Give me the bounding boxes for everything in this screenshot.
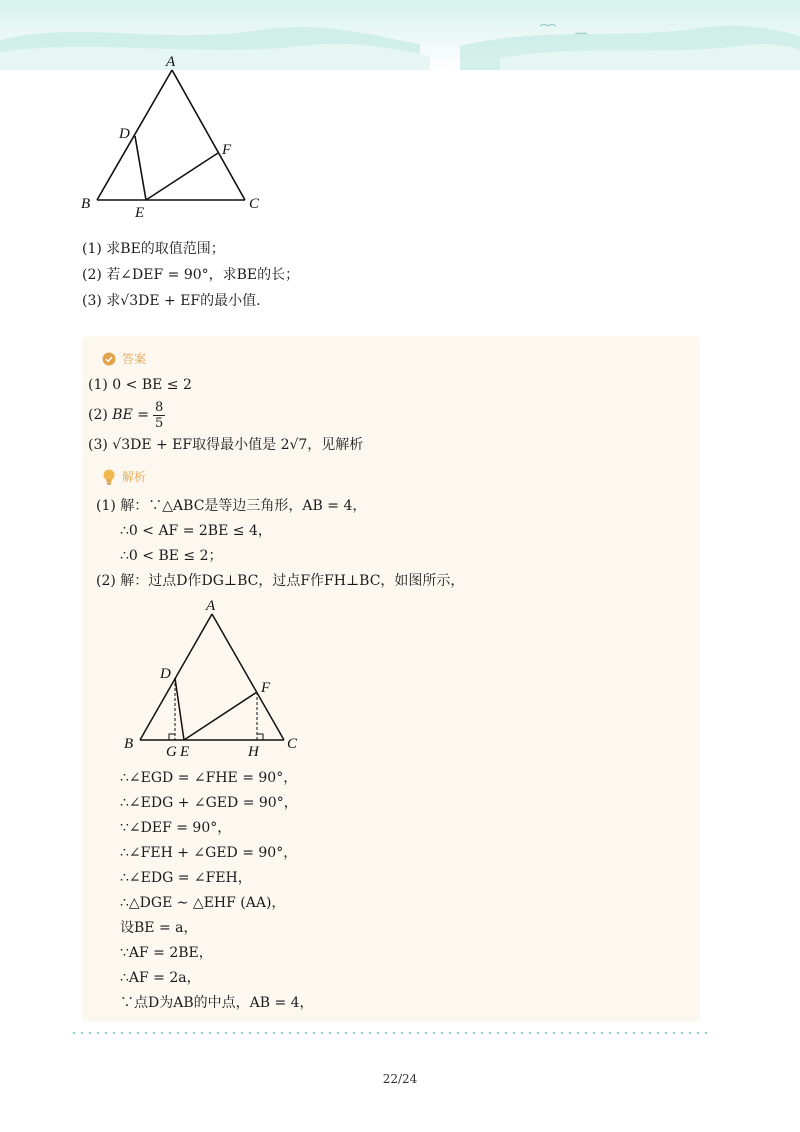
solution-step: ∴∠EDG + ∠GED = 90°， <box>120 795 298 811</box>
solution-line: ∴0 < AF = 2BE ≤ 4， <box>120 523 272 539</box>
solution-tag-label: 解析 <box>122 470 147 484</box>
label-c: C <box>249 196 260 212</box>
label-b: B <box>124 736 134 752</box>
label-g: G <box>166 744 177 758</box>
solution-tag <box>102 468 146 485</box>
label-d: D <box>160 666 171 682</box>
solution-step: 设BE = a， <box>120 920 198 936</box>
label-f: F <box>222 142 232 158</box>
label-a: A <box>166 54 176 70</box>
label-f: F <box>261 680 271 696</box>
check-badge-icon <box>102 352 116 366</box>
answer-line-1: (1) 0 < BE ≤ 2 <box>88 377 192 393</box>
solution-step: ∵∠DEF = 90°， <box>120 820 232 836</box>
triangle-figure-solution <box>122 598 322 758</box>
answer-line-3: (3) √3DE + EF取得最小值是 2√7，见解析 <box>88 437 364 453</box>
solution-step: ∴∠EGD = ∠FHE = 90°， <box>120 770 298 786</box>
answer-tag-label: 答案 <box>122 352 147 366</box>
solution-line: ∴0 < BE ≤ 2； <box>120 548 223 564</box>
question-list <box>82 236 299 314</box>
label-a: A <box>206 598 216 614</box>
question-item: (3) 求√3DE + EF的最小值. <box>82 293 261 309</box>
dotted-divider <box>70 1032 710 1034</box>
solution-step: ∵点D为AB的中点，AB = 4， <box>120 995 314 1011</box>
question-item: (2) 若∠DEF = 90°，求BE的长； <box>82 267 300 283</box>
answer-lines <box>88 374 363 456</box>
lightbulb-icon <box>102 469 116 485</box>
label-c: C <box>287 736 298 752</box>
solution-step: ∵AF = 2BE， <box>120 945 213 961</box>
answer-panel <box>82 336 700 1022</box>
solution-step: ∴∠EDG = ∠FEH， <box>120 870 252 886</box>
answer-line-2: (2) BE = $\frac{8}{5}$ <box>88 399 164 431</box>
label-h: H <box>248 744 259 758</box>
solution-steps <box>120 766 314 1016</box>
label-d: D <box>119 126 130 142</box>
solution-step: ∴∠FEH + ∠GED = 90°， <box>120 845 298 861</box>
solution-step: ∴AF = 2a， <box>120 970 201 986</box>
page-number: 22/24 <box>382 1072 418 1086</box>
triangle-figure-top <box>70 50 280 220</box>
fraction: $\frac{8}{5}$ <box>155 399 164 431</box>
solution-step: ∴△DGE ∼ △EHF (AA)， <box>120 895 286 911</box>
question-item: (1) 求BE的取值范围； <box>82 241 225 257</box>
label-e: E <box>135 205 145 220</box>
solution-line: (2) 解：过点D作DG⊥BC，过点F作FH⊥BC，如图所示， <box>96 573 465 589</box>
answer-tag <box>102 350 146 367</box>
label-e: E <box>180 744 190 758</box>
solution-line: (1) 解：∵△ABC是等边三角形，AB = 4， <box>96 498 367 514</box>
solution-text <box>96 494 464 594</box>
label-b: B <box>81 196 91 212</box>
